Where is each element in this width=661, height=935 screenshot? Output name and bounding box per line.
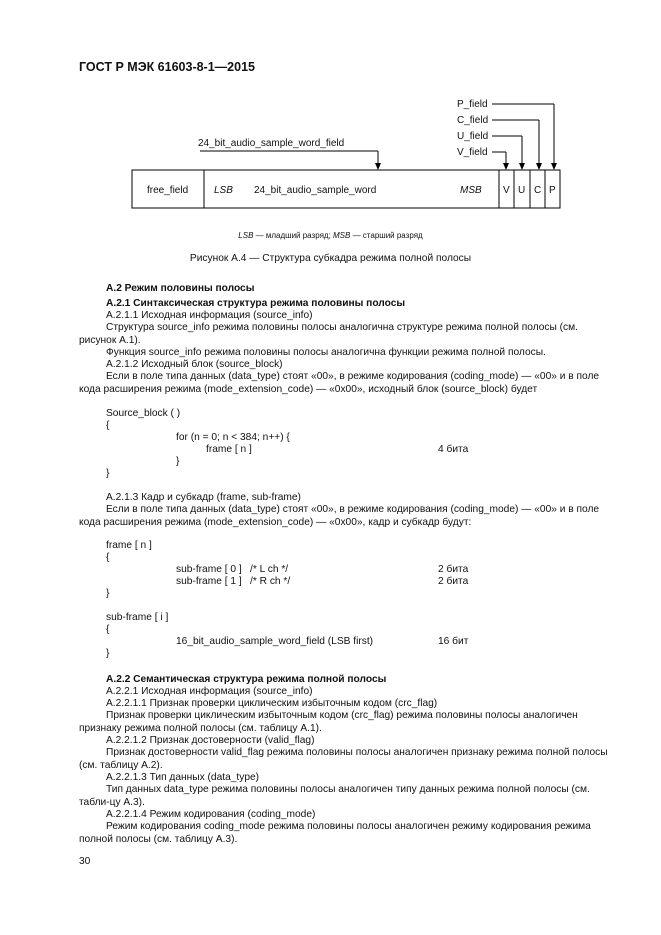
paragraph: Режим кодирования coding_mode режима половины полосы аналогичен режиму кодирования режима полной полосы (см. таблицу А.3). [79, 821, 591, 845]
code-line: { [106, 420, 110, 431]
document-header: ГОСТ Р МЭК 61603-8-1—2015 [79, 60, 255, 74]
bit-count: 2 бита [438, 576, 469, 587]
code-line: } [176, 456, 180, 467]
c-field-label: C_field [457, 115, 489, 126]
code-line: Source_block ( ) [106, 408, 181, 419]
u-cell: U [518, 185, 526, 196]
code-line: sub-frame [ i ] [106, 612, 169, 623]
bit-count: 16 бит [438, 636, 469, 647]
p-cell: P [549, 185, 556, 196]
figure-legend [0, 229, 661, 242]
clause-title: А.2.1.1 Исходная информация (source_info) [106, 310, 313, 321]
subsection-heading: А.2.2 Семантическая структура режима полной полосы [106, 674, 387, 685]
c-cell: C [534, 185, 542, 196]
paragraph: Функция source_info режима половины полосы аналогична функции режима полной полосы. [106, 347, 546, 358]
code-line: for (n = 0; n < 384; n++) { [176, 432, 290, 443]
code-line: } [106, 468, 110, 479]
legend-lsb-desc: — младший разряд; [253, 231, 334, 240]
clause-title: А.2.1.2 Исходный блок (source_block) [106, 359, 283, 370]
code-line: frame [ n ] [206, 444, 252, 455]
paragraph: Структура source_info режима половины полосы аналогична структуре режима полной полосы (см. рисунок А.1). [79, 322, 578, 346]
paragraph: Тип данных data_type режима половины полосы аналогичен типу данных режима полной полосы (см. табли-цу А.3). [79, 784, 590, 808]
legend-lsb: LSB [238, 231, 254, 240]
bit-count: 2 бита [438, 564, 469, 575]
code-line: { [106, 624, 110, 635]
clause-title: А.2.2.1 Исходная информация (source_info) [106, 686, 313, 697]
code-line: sub-frame [ 1 ] [176, 576, 242, 587]
paragraph: Если в поле типа данных (data_type) стоят «00», в режиме кодирования (coding_mode) — «00» и в поле кода расширения режима (mode_extension_code) — «0x00», исходный блок (source_block) будет [79, 371, 600, 395]
code-line: frame [ n ] [106, 540, 152, 551]
subframe-figure [0, 0, 661, 250]
bit-count: 4 бита [438, 444, 469, 455]
v-field-label: V_field [457, 147, 488, 158]
legend-msb-desc: — старший разряд [350, 231, 423, 240]
paragraph: Если в поле типа данных (data_type) стоят «00», в режиме кодирования (coding_mode) — «00» и в поле кода расширения режима (mode_extension_code) — «0x00», кадр и субкадр будут: [79, 504, 600, 528]
lsb-cell: LSB [214, 185, 233, 196]
figure-caption: Рисунок А.4 — Структура субкадра режима полной полосы [189, 253, 472, 264]
paragraph: Признак проверки циклическим избыточным кодом (crc_flag) режима половины полосы аналогичен признаку режима полной полосы (см. таблицу А.1). [79, 710, 578, 734]
subsection-heading: А.2.1 Синтаксическая структура режима половины полосы [106, 298, 406, 309]
arrow-label: 24_bit_audio_sample_word_field [198, 138, 345, 149]
msb-cell: MSB [460, 185, 482, 196]
code-line: 16_bit_audio_sample_word_field (LSB first) [176, 636, 374, 647]
paragraph: Признак достоверности valid_flag режима половины полосы аналогичен признаку режима полной полосы (см. таблицу А.2). [79, 747, 608, 771]
legend-msb: MSB [333, 231, 351, 240]
clause-title: А.2.2.1.4 Режим кодирования (coding_mode) [106, 809, 316, 820]
code-comment: /* R ch */ [250, 576, 291, 587]
clause-title: А.2.2.1.3 Тип данных (data_type) [106, 772, 260, 783]
code-line: sub-frame [ 0 ] [176, 564, 242, 575]
code-line: { [106, 552, 110, 563]
code-line: } [106, 588, 110, 599]
code-comment: /* L ch */ [250, 564, 289, 575]
u-field-label: U_field [457, 131, 489, 142]
sample-word-cell: 24_bit_audio_sample_word [254, 185, 377, 196]
v-cell: V [503, 185, 510, 196]
clause-title: А.2.1.3 Кадр и субкадр (frame, sub-frame) [106, 492, 301, 503]
code-line: } [106, 648, 110, 659]
p-field-label: P_field [457, 99, 488, 110]
free-field-cell: free_field [147, 185, 189, 196]
section-heading: А.2 Режим половины полосы [106, 283, 255, 294]
clause-title: А.2.2.1.2 Признак достоверности (valid_flag) [106, 735, 315, 746]
clause-title: А.2.2.1.1 Признак проверки циклическим избыточным кодом (crc_flag) [106, 698, 438, 709]
page-number: 30 [79, 856, 91, 867]
